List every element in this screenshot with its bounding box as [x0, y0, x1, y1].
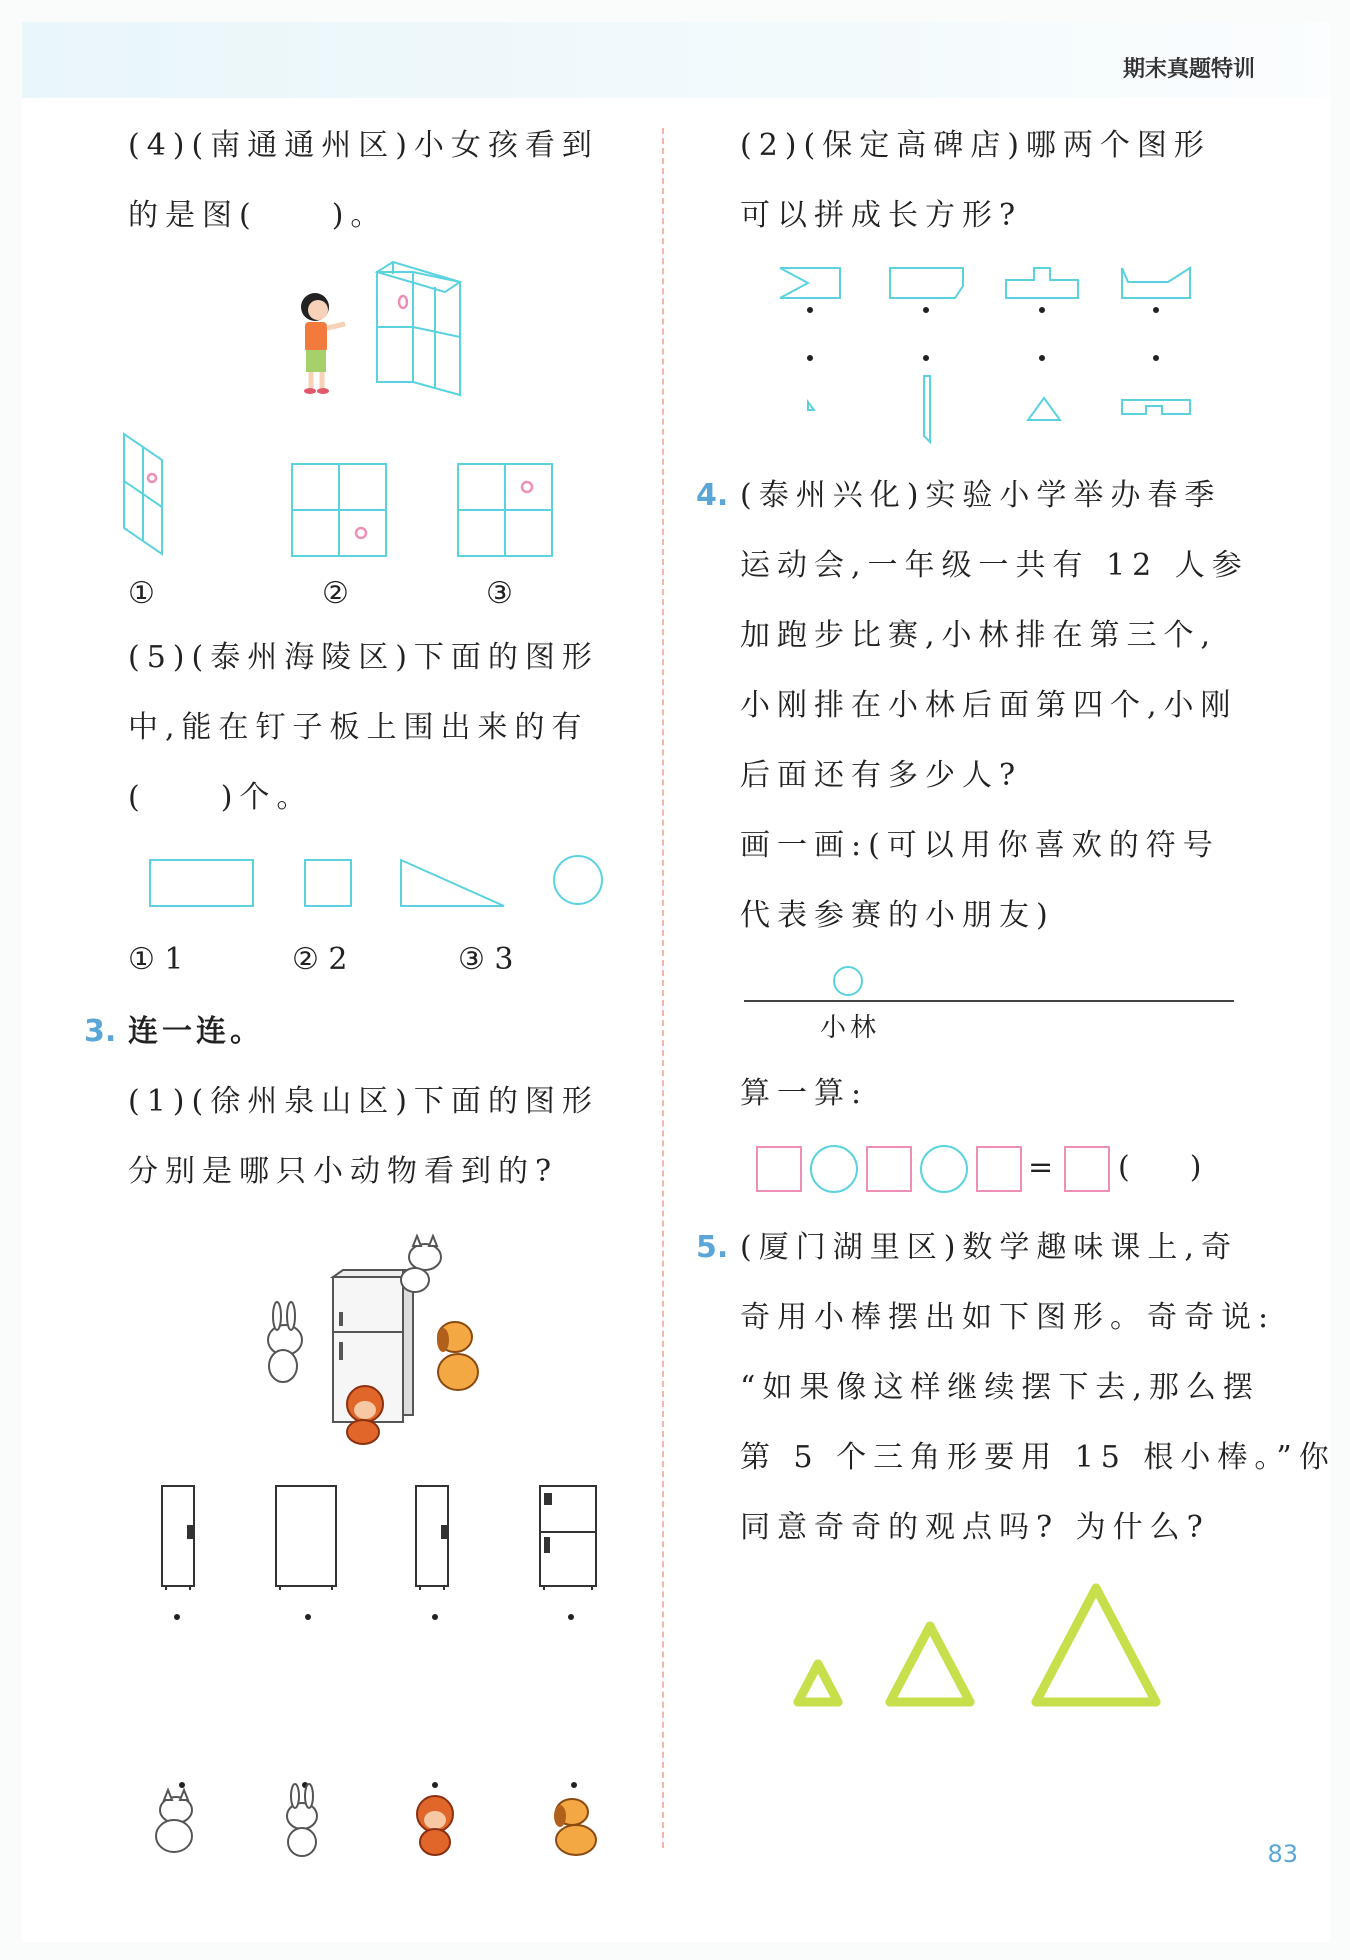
equals-sign: = — [1028, 1150, 1054, 1185]
connect-dot — [571, 1782, 577, 1788]
rectangle-shape — [150, 860, 253, 906]
calc-operator-2[interactable] — [920, 1145, 968, 1193]
cat-top — [401, 1236, 441, 1292]
cabinet-figure — [377, 262, 460, 395]
answer-line — [744, 1000, 1234, 1002]
cat-icon — [156, 1790, 192, 1852]
calc-box-2[interactable] — [866, 1146, 912, 1192]
connect-dot — [305, 1614, 311, 1620]
q4-line5: 后面还有多少人? — [740, 758, 1023, 793]
label-xiaolin: 小林 — [820, 1013, 881, 1043]
connect-dot — [568, 1614, 574, 1620]
q2-5-line1: (5)(泰州海陵区)下面的图形 — [128, 640, 599, 675]
q4-number: 4. — [696, 478, 729, 513]
calc-box-1[interactable] — [756, 1146, 802, 1192]
header-title: 期末真题特训 — [1122, 57, 1255, 82]
triangle-size-3 — [1036, 1588, 1156, 1702]
q2-5-line3: ( )个。 — [128, 780, 314, 815]
stick-triangles-figure — [790, 1572, 1190, 1712]
fridge-view-1 — [162, 1486, 194, 1590]
connect-dot — [179, 1782, 185, 1788]
bottom-piece-2 — [924, 376, 930, 442]
circle-shape — [554, 856, 602, 904]
q3-title: 连一连。 — [128, 1014, 264, 1049]
q2-4-option-3: ③ — [486, 576, 513, 611]
option1-figure — [122, 432, 162, 557]
q2-5-option-2: ② 2 — [292, 942, 348, 977]
q2-4-option-1: ① — [128, 576, 155, 611]
q2-5-line2: 中,能在钉子板上围出来的有 — [128, 710, 589, 745]
q2-4-option-2: ② — [322, 576, 349, 611]
monkey-icon — [417, 1796, 453, 1855]
q4-line2: 运动会,一年级一共有 12 人参 — [740, 548, 1249, 583]
q5-number: 5. — [696, 1230, 729, 1265]
q3-number: 3. — [84, 1014, 117, 1049]
pieces-figure — [778, 266, 1208, 446]
calc-result-box[interactable] — [1064, 1146, 1110, 1192]
bottom-piece-4 — [1122, 400, 1190, 414]
xiaolin-marker — [833, 966, 863, 996]
monkey-bottom — [347, 1386, 383, 1444]
q4-line3: 加跑步比赛,小林排在第三个, — [740, 618, 1218, 653]
q5-line1: (厦门湖里区)数学趣味课上,奇 — [740, 1230, 1238, 1265]
fridge-view-3 — [416, 1486, 448, 1590]
connect-dot — [432, 1614, 438, 1620]
q5-line4: 第 5 个三角形要用 15 根小棒。”你 — [740, 1440, 1336, 1475]
fridge-views-row — [158, 1484, 618, 1604]
calc-operator-1[interactable] — [810, 1145, 858, 1193]
square-shape — [305, 860, 351, 906]
fridge-view-4 — [540, 1486, 596, 1590]
rabbit-left — [268, 1302, 302, 1382]
triangle-shape — [401, 860, 504, 906]
triangle-size-1 — [798, 1664, 838, 1702]
top-piece-2 — [890, 268, 963, 298]
q4-draw-line1: 画一画:(可以用你喜欢的符号 — [740, 828, 1220, 863]
q4-line4: 小刚排在小林后面第四个,小刚 — [740, 688, 1238, 723]
q2-2-line2: 可以拼成长方形? — [740, 198, 1023, 233]
rabbit-icon — [287, 1784, 317, 1856]
q2-4-line2: 的是图( )。 — [128, 198, 388, 233]
girl-and-cabinet-figure — [285, 262, 485, 402]
q5-line3: “如果像这样继续摆下去,那么摆 — [740, 1370, 1260, 1405]
animals-row — [140, 1790, 620, 1860]
column-divider — [662, 128, 664, 1848]
top-piece-4 — [1122, 268, 1190, 298]
q4-line1: (泰州兴化)实验小学举办春季 — [740, 478, 1222, 513]
fridge-view-2 — [276, 1486, 336, 1590]
q2-5-option-1: ① 1 — [128, 942, 184, 977]
q3-line2: 分别是哪只小动物看到的? — [128, 1154, 559, 1189]
connect-dot — [432, 1782, 438, 1788]
top-piece-3 — [1006, 268, 1078, 298]
q4-calc-label: 算一算: — [740, 1076, 869, 1111]
option2-figure — [290, 462, 388, 558]
shapes-row — [148, 855, 608, 915]
q5-line5: 同意奇奇的观点吗? 为什么? — [740, 1510, 1210, 1545]
q3-line1: (1)(徐州泉山区)下面的图形 — [128, 1084, 599, 1119]
bottom-piece-3 — [1028, 398, 1060, 420]
fridge-animals-figure — [255, 1232, 505, 1447]
q2-5-option-3: ③ 3 — [458, 942, 514, 977]
page-number: 83 — [1267, 1840, 1298, 1868]
girl-figure — [301, 293, 345, 394]
top-piece-1 — [780, 268, 840, 298]
q2-4-line1: (4)(南通通州区)小女孩看到 — [128, 128, 599, 163]
q4-draw-line2: 代表参赛的小朋友) — [740, 898, 1055, 933]
triangle-size-2 — [890, 1626, 970, 1702]
bottom-piece-1 — [808, 402, 814, 410]
dog-right — [437, 1322, 478, 1390]
unit-paren: ( ) — [1118, 1150, 1202, 1185]
dog-icon — [554, 1799, 596, 1855]
calc-box-3[interactable] — [976, 1146, 1022, 1192]
connect-dot — [174, 1614, 180, 1620]
q5-line2: 奇用小棒摆出如下图形。奇奇说: — [740, 1300, 1276, 1335]
q2-2-line1: (2)(保定高碑店)哪两个图形 — [740, 128, 1211, 163]
option3-figure — [456, 462, 554, 558]
